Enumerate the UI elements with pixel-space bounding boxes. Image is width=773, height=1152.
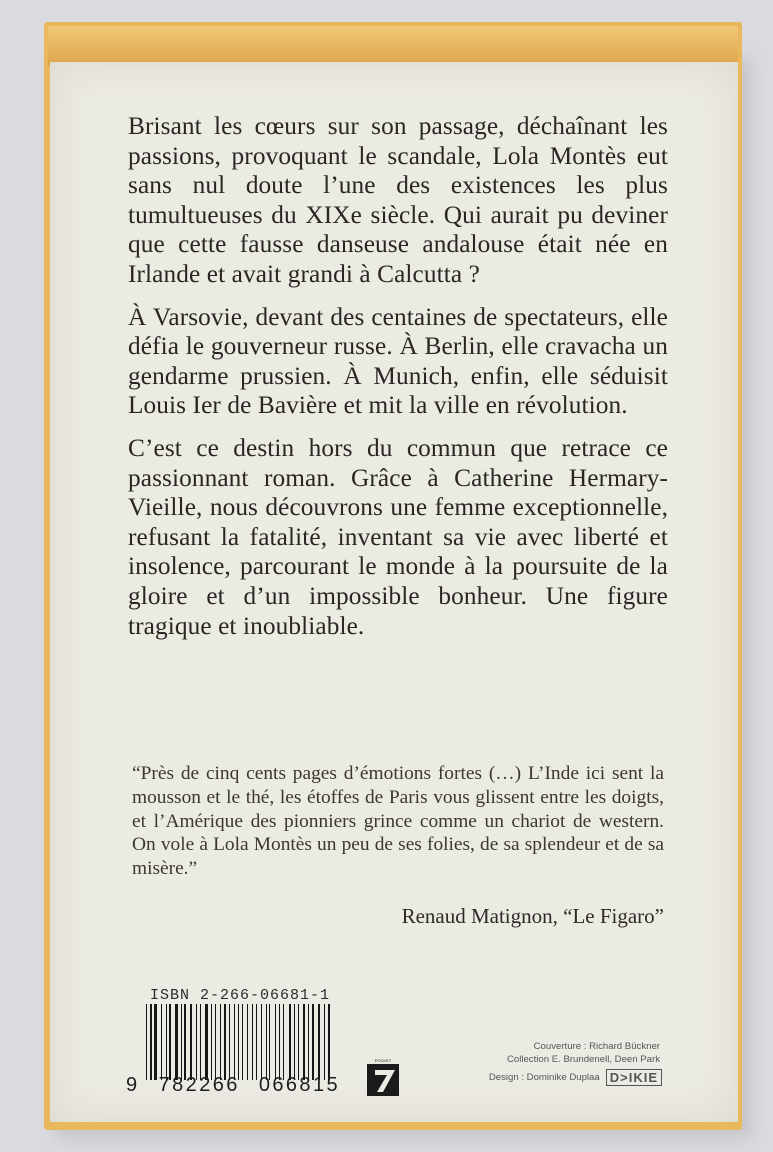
barcode-bar — [263, 1004, 264, 1080]
barcode-bar — [310, 1004, 311, 1080]
barcode-bar — [148, 1004, 149, 1080]
barcode-bar — [220, 1004, 221, 1080]
barcode-bar — [261, 1004, 262, 1080]
barcode-bar — [276, 1004, 277, 1080]
barcode-bar — [215, 1004, 216, 1080]
barcode-bar — [183, 1004, 184, 1080]
barcode-bar — [289, 1004, 291, 1080]
barcode-bar — [229, 1004, 230, 1080]
barcode-bar — [269, 1004, 270, 1080]
blurb — [128, 112, 668, 654]
barcode-bar — [252, 1004, 253, 1080]
barcode-bar — [200, 1004, 201, 1080]
barcode-bar — [202, 1004, 204, 1080]
barcode-bar — [275, 1004, 276, 1080]
barcode-bar — [244, 1004, 246, 1080]
barcode-bar — [179, 1004, 180, 1080]
barcode-bar — [166, 1004, 167, 1080]
barcode-bar — [231, 1004, 233, 1080]
barcode-bar — [267, 1004, 268, 1080]
barcode-bar — [306, 1004, 307, 1080]
page-edges — [48, 26, 738, 66]
barcode-bar — [163, 1004, 164, 1080]
barcode-bar — [209, 1004, 210, 1080]
barcode-bar — [190, 1004, 192, 1080]
blurb-paragraph-2 — [128, 303, 668, 421]
barcode-bar — [150, 1004, 151, 1080]
barcode-bar — [172, 1004, 174, 1080]
barcode-bar — [308, 1004, 309, 1080]
barcode-bar — [326, 1004, 327, 1080]
cover-credit: Couverture : Richard Bückner — [533, 1041, 660, 1052]
barcode-bar — [211, 1004, 212, 1080]
barcode-digit-group: 782266 — [158, 1074, 240, 1096]
svg-text:POCKET: POCKET — [374, 1058, 392, 1063]
barcode-bar — [312, 1004, 314, 1080]
barcode-bar — [303, 1004, 304, 1080]
barcode-bar — [242, 1004, 243, 1080]
barcode-bar — [169, 1004, 171, 1080]
barcode-bar — [279, 1004, 280, 1080]
barcode-bar — [236, 1004, 237, 1080]
barcode-bar — [154, 1004, 156, 1080]
barcode-bar — [158, 1004, 160, 1080]
credits — [478, 1040, 660, 1066]
blurb-paragraph-1-text: Brisant les cœurs sur son passage, déchaînant les passions, provoquant le scandale, Lola Montès eut sans nul doute l’une des existences les plus tumultueuses du XIXe siècle. Qui aurait pu deviner que cette fausse danseuse andalouse était née en Irlande et avait grandi à Calcutta ? — [128, 112, 668, 288]
barcode-bar — [247, 1004, 248, 1080]
barcode-bar — [161, 1004, 162, 1080]
barcode-bar — [258, 1004, 260, 1080]
blurb-paragraph-2-text: À Varsovie, devant des centaines de spectateurs, elle défia le gouverneur russe. À Berlin, elle cravacha un gendarme prussien. À Munich, enfin, elle séduisit Louis Ier de Bavière et mit la ville en révolution. — [128, 302, 668, 420]
barcode-bar — [321, 1004, 322, 1080]
barcode-bar — [249, 1004, 250, 1080]
barcode-bar — [227, 1004, 228, 1080]
quote-attribution: Renaud Matignon, “Le Figaro” — [401, 904, 664, 928]
barcode-bar — [234, 1004, 235, 1080]
barcode-bar — [198, 1004, 199, 1080]
barcode-bar — [328, 1004, 330, 1080]
collection-credit: Collection E. Brundenell, Deen Park — [506, 1054, 660, 1065]
barcode-bar — [254, 1004, 255, 1080]
barcode-bar — [222, 1004, 223, 1080]
isbn-label: ISBN 2-266-06681-1 — [150, 987, 331, 1004]
publisher-logo-icon — [365, 1058, 405, 1098]
design-credit-row — [462, 1069, 662, 1086]
press-quote: “Près de cinq cents pages d’émotions fortes (…) L’Inde ici sent la mousson et le thé, les étoffes de Paris vous glissent entre les doigts, et l’Amérique des pionniers grince comme un chariot de western. On vole à Lola Montès un peu de ses folies, de sa splendeur et de sa misère.” — [132, 763, 664, 880]
barcode-bar — [283, 1004, 284, 1080]
design-credit: Design : Dominike Duplaa — [488, 1072, 600, 1083]
barcode — [146, 1004, 334, 1080]
barcode-bar — [331, 1004, 333, 1080]
barcode-bar — [193, 1004, 194, 1080]
design-studio-logo: D>IKIE — [606, 1069, 662, 1086]
barcode-bar — [298, 1004, 299, 1080]
barcode-bar — [240, 1004, 241, 1080]
barcode-bar — [292, 1004, 293, 1080]
barcode-bar — [324, 1004, 325, 1080]
blurb-paragraph-3-text: C’est ce destin hors du commun que retrace ce passionnant roman. Grâce à Catherine Hermary-Vieille, nous découvrons une femme exceptionnelle, refusant la fatalité, inventant sa vie avec liberté et insolence, parcourant le monde à la poursuite de la gloire et d’un impossible bonheur. Une figure tragique et inoubliable. — [128, 433, 668, 640]
barcode-bar — [285, 1004, 287, 1080]
barcode-bar — [238, 1004, 239, 1080]
barcode-bar — [205, 1004, 207, 1080]
blurb-paragraph-3 — [128, 434, 668, 641]
barcode-bar — [256, 1004, 257, 1080]
barcode-bar — [187, 1004, 189, 1080]
barcode-bar — [146, 1004, 147, 1080]
blurb-paragraph-1 — [128, 112, 668, 290]
barcode-digits — [126, 1074, 340, 1097]
barcode-bar — [315, 1004, 317, 1080]
barcode-bar — [175, 1004, 177, 1080]
barcode-bar — [224, 1004, 225, 1080]
barcode-bar — [184, 1004, 185, 1080]
barcode-bar — [281, 1004, 282, 1080]
barcode-bar — [167, 1004, 168, 1080]
barcode-bar — [213, 1004, 214, 1080]
barcode-bar — [318, 1004, 320, 1080]
barcode-bar — [300, 1004, 302, 1080]
barcode-bar — [196, 1004, 197, 1080]
barcode-bar — [296, 1004, 297, 1080]
barcode-bar — [181, 1004, 182, 1080]
barcode-digit-group: 066815 — [258, 1074, 340, 1096]
barcode-bar — [294, 1004, 295, 1080]
barcode-bar — [153, 1004, 154, 1080]
barcode-digit-group: 9 — [126, 1074, 140, 1096]
barcode-bar — [217, 1004, 219, 1080]
barcode-bar — [266, 1004, 267, 1080]
barcode-bar — [271, 1004, 273, 1080]
